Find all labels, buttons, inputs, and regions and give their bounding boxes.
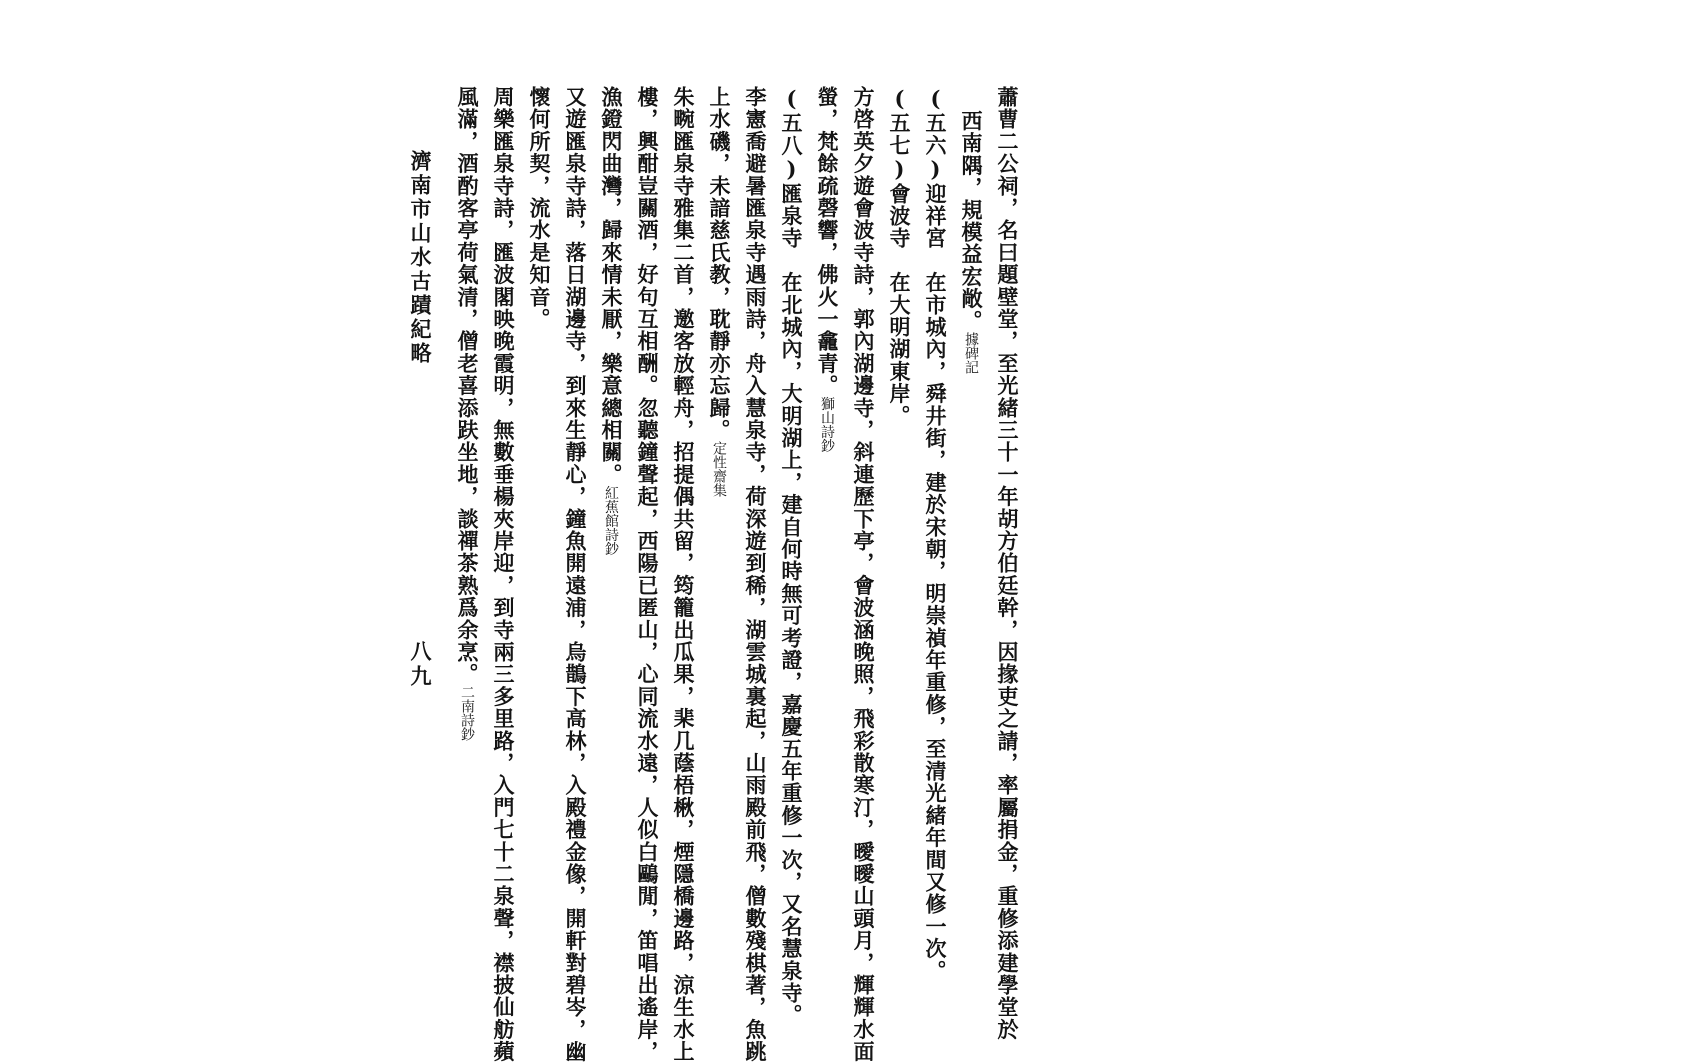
column-text: 螢，梵餘疏磬響，佛火一龕青。	[815, 86, 840, 397]
column-text: 西南隅，規模益宏敞。	[959, 110, 984, 332]
column-text: 懷何所契，流水是知音。	[527, 86, 552, 331]
text-column	[704, 86, 734, 497]
entry-heading: (五八)匯泉寺	[779, 86, 804, 250]
column-text: 周樂匯泉寺詩，匯波閣映晚霞明，無數垂楊夾岸迎，到寺兩三多里路，入門七十二泉聲，襟披仙舫蘋	[491, 86, 516, 1063]
text-column	[956, 110, 986, 374]
column-text: 在北城內，大明湖上，建自何時無可考證，嘉慶五年重修一次，又名慧泉寺。	[779, 249, 804, 1027]
book-title	[405, 150, 435, 366]
source-note: 據碑記	[963, 332, 979, 374]
book-title-text: 濟南市山水古蹟紀略	[408, 150, 433, 366]
text-column	[596, 86, 626, 556]
column-text: 在大明湖東岸。	[887, 249, 912, 428]
column-text: 李憲喬避暑匯泉寺遇雨詩，舟入慧泉寺，荷深遊到稀，湖雲城裏起，山雨殿前飛，僧數殘棋著，魚跳	[743, 86, 768, 1063]
entry-heading-column	[884, 86, 914, 427]
text-column	[488, 86, 518, 1063]
entry-heading: (五七)會波寺	[887, 86, 912, 250]
text-column	[812, 86, 842, 453]
column-text: 風滿，酒酌客亭荷氣清，僧老喜添趺坐地，談禪茶熟爲余烹。	[455, 86, 480, 686]
text-column	[632, 86, 662, 1063]
text-column	[524, 86, 554, 330]
text-column	[740, 86, 770, 1063]
entry-heading-column	[776, 86, 806, 1026]
text-column	[668, 86, 698, 1063]
column-text: 蕭曹二公祠，名曰題壁堂，至光緒三十一年胡方伯廷幹，因掾吏之請，率屬捐金，重修添建學堂於	[995, 86, 1020, 1041]
source-note: 二南詩鈔	[459, 685, 475, 742]
column-text: 上水磯，未諳慈氏教，耽靜亦忘歸。	[707, 86, 732, 442]
column-text: 漁鐙閃曲灣，歸來情未厭，樂意總相關。	[599, 86, 624, 486]
source-note: 獅山詩鈔	[819, 396, 835, 453]
column-text: 樓，興酣豈關酒，好句互相酬。忽聽鐘聲起，西陽已匿山，心同流水遠，人似白鷗閒，笛唱出遙岸，	[635, 86, 660, 1063]
entry-heading: (五六)迎祥宮	[923, 86, 948, 250]
text-column	[848, 86, 878, 1063]
column-text: 又遊匯泉寺詩，落日湖邊寺，到來生靜心，鐘魚開遠浦，烏鵲下高林，入殿禮金像，開軒對碧岑，幽	[563, 86, 588, 1063]
text-column	[452, 86, 482, 741]
column-text: 在市城內，舜井街，建於宋朝，明崇禎年重修，至清光緒年間又修一次。	[923, 249, 948, 983]
text-column	[560, 86, 590, 1063]
entry-heading-column	[920, 86, 950, 982]
source-note: 紅蕉館詩鈔	[603, 485, 619, 556]
text-column	[992, 86, 1022, 1041]
source-note: 定性齋集	[711, 441, 727, 498]
page-number: 八九	[408, 640, 433, 690]
column-text: 朱畹匯泉寺雅集二首，邀客放輕舟，招提偶共留，筠籠出瓜果，棐几蔭梧楸，煙隱橋邊路，涼生水上	[671, 86, 696, 1063]
column-text: 方啓英夕遊會波寺詩，郭內湖邊寺，斜連歷下亭，會波涵晚照，飛彩散寒汀，曖曖山頭月，輝輝水面	[851, 86, 876, 1063]
